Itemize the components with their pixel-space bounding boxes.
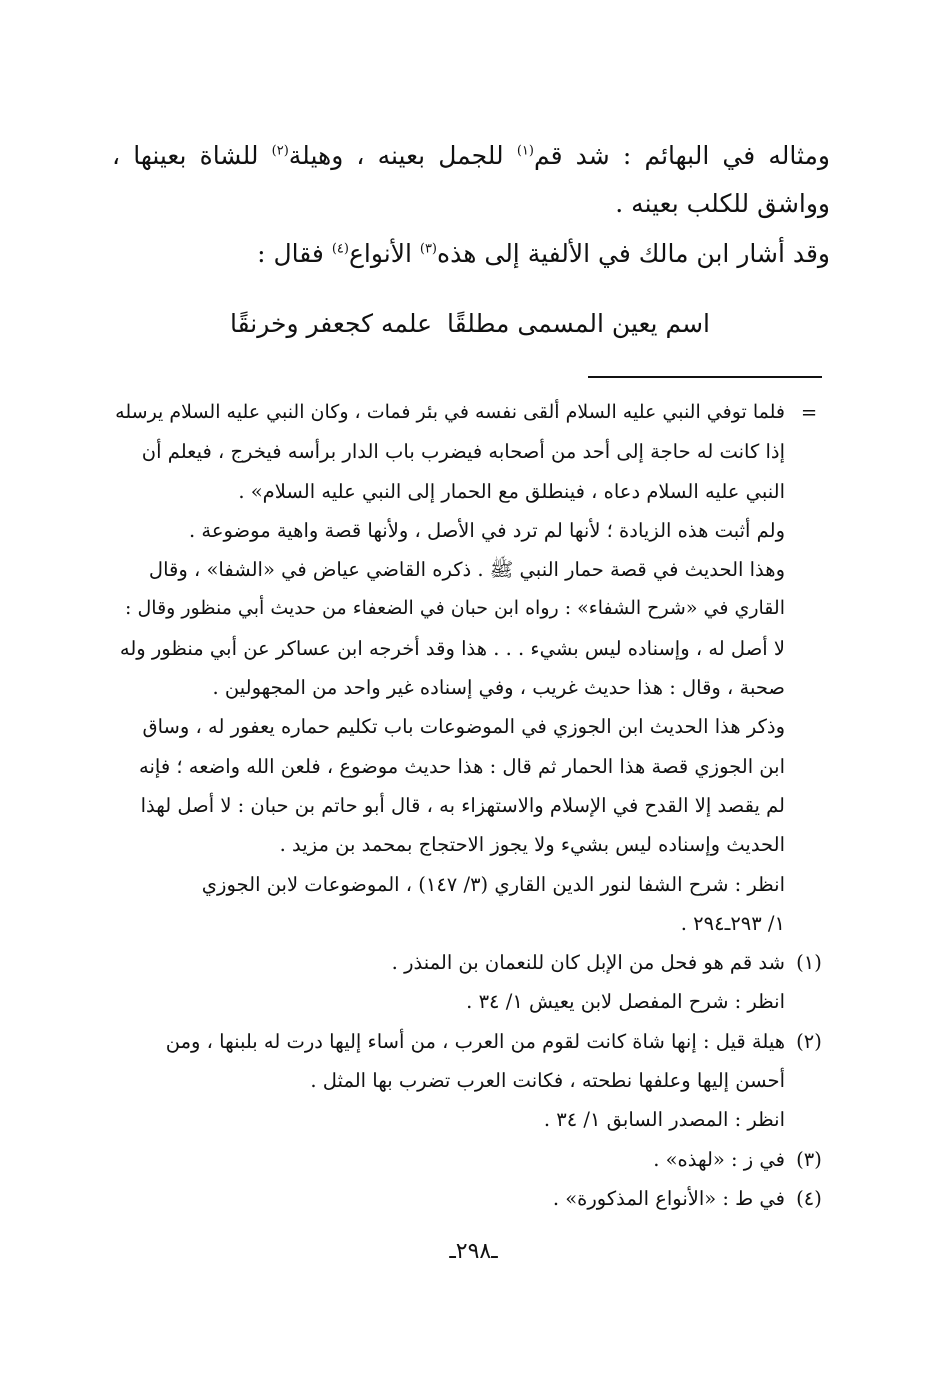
footnote-line: في ط : «الأنواع المذكورة» . [552, 1186, 785, 1210]
paragraph-examples [112, 132, 830, 228]
paragraph-text: للجمل بعينه ، وهيلة [288, 141, 517, 170]
footnote-line: انظر : المصدر السابق ١/ ٣٤ . [543, 1108, 785, 1132]
footnote-continuation [110, 393, 825, 943]
paragraph-text: فقال : [257, 239, 332, 268]
footnote-4 [110, 1179, 825, 1218]
paragraph-text: ومثاله في البهائم : شد قم [533, 141, 830, 170]
footnote-line: وهذا الحديث في قصة حمار النبي ﷺ . ذكره القاضي عياض في «الشفا» ، وقال [148, 558, 785, 582]
footnote-line: لم يقصد إلا القدح في الإسلام والاستهزاء به ، قال أبو حاتم بن حبان : لا أصل لهذا [140, 793, 785, 817]
verse-hemistich-second: علمه كجعفر وخرنقًا [230, 309, 433, 338]
footnote-line: انظر : شرح المفصل لابن يعيش ١/ ٣٤ . [466, 990, 785, 1014]
footnote-1 [110, 943, 825, 1022]
page-number: ـ٢٩٨ـ [449, 1239, 498, 1264]
paragraph-text: الأنواع [348, 239, 420, 268]
continuation-marker: = [800, 401, 818, 424]
paragraph-ibn-malik [112, 230, 830, 278]
footnote-line: هيلة قيل : إنها شاة كانت لقوم من العرب ، من أساء إليها درت له بلبنها ، ومن [165, 1029, 785, 1053]
footnote-line: شد قم هو فحل من الإبل كان للنعمان بن المنذر . [391, 951, 785, 975]
poetry-verse [230, 300, 710, 348]
footnote-number: (٢) [796, 1029, 822, 1053]
footnote-line: لا أصل له ، وإسناده ليس بشيء . . . هذا وقد أخرجه ابن عساكر عن أبي منظور وله [119, 636, 785, 660]
footnote-number: (٣) [796, 1147, 822, 1171]
footnote-number: (٤) [796, 1186, 822, 1210]
footnote-line: أحسن إليها وعلفها نطحته ، فكانت العرب تضرب بها المثل . [310, 1069, 785, 1093]
footnote-line: فلما توفي النبي عليه السلام ألقى نفسه في بئر فمات ، وكان النبي عليه السلام يرسله [115, 401, 785, 423]
footnote-line: ١/ ٢٩٣ـ٢٩٤ . [680, 911, 785, 935]
footnote-line: ولم أثبت هذه الزيادة ؛ لأنها لم ترد في الأصل ، ولأنها قصة واهية موضوعة . [189, 518, 785, 542]
paragraph-text: للشاة بعينها ، وواشق للكلب بعينه . [112, 141, 830, 218]
footnote-line: صحبة ، وقال : هذا حديث غريب ، وفي إسناده غير واحد من المجهولين . [212, 676, 785, 700]
footnote-line: في ز : «لهذه» . [653, 1147, 785, 1171]
footnote-2 [110, 1022, 825, 1140]
footnote-line: انظر : شرح الشفا لنور الدين القاري (٣/ ١٤٧) ، الموضوعات لابن الجوزي [201, 872, 785, 896]
footnote-3 [110, 1140, 825, 1179]
paragraph-text: وقد أشار ابن مالك في الألفية إلى هذه [437, 239, 830, 268]
footnote-line: الحديث وإسناده ليس بشيء ولا يجوز الاحتجاج بمحمد بن مزيد . [279, 833, 785, 857]
footnote-ref-1: (١) [516, 143, 534, 159]
footnote-ref-2: (٢) [271, 143, 289, 159]
footnote-ref-4: (٤) [331, 241, 349, 257]
footnote-separator [588, 376, 822, 378]
footnote-number: (١) [796, 951, 822, 975]
footnote-line: وذكر هذا الحديث ابن الجوزي في الموضوعات باب تكليم حماره يعفور له ، وساق [142, 715, 785, 739]
footnote-line: النبي عليه السلام دعاه ، فينطلق مع الحمار إلى النبي عليه السلام» . [238, 479, 785, 503]
footnote-line: إذا كانت له حاجة إلى أحد من أصحابه فيضرب باب الدار برأسه فيخرج ، فيعلم أن [141, 440, 785, 464]
footnote-line: ابن الجوزي قصة هذا الحمار ثم قال : هذا حديث موضوع ، فلعن الله واضعه ؛ فإنه [139, 754, 785, 778]
verse-hemistich-first: اسم يعين المسمى مطلقًا [446, 309, 710, 338]
footnotes-section [110, 393, 825, 1218]
footnote-ref-3: (٣) [419, 241, 437, 257]
main-text [112, 132, 830, 278]
footnote-line: القاري في «شرح الشفاء» : رواه ابن حبان في الضعفاء من حديث أبي منظور وقال : [125, 597, 785, 620]
